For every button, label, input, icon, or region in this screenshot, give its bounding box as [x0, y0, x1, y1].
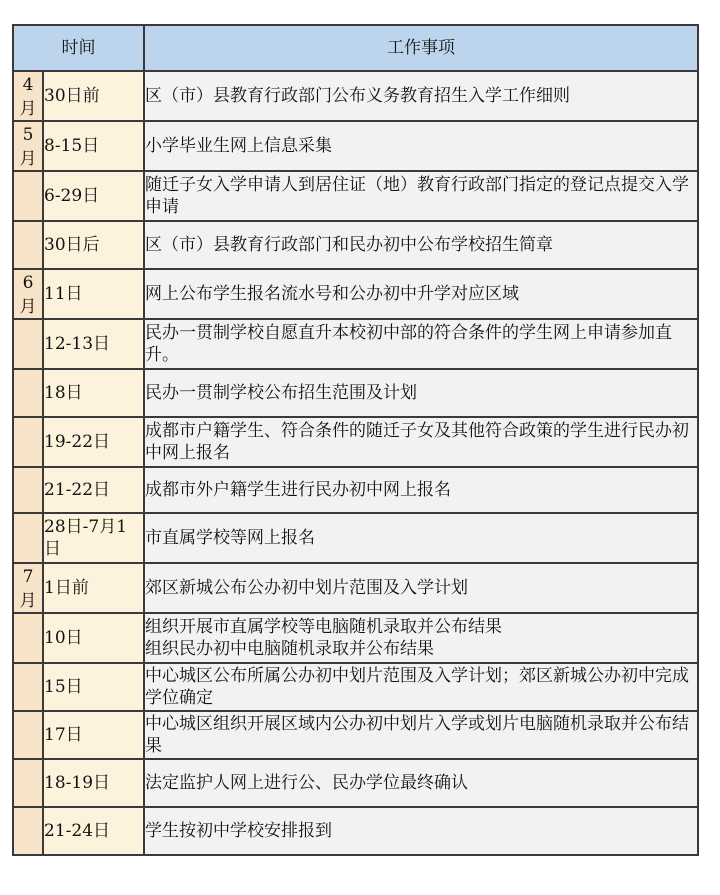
task-text: 区（市）县教育行政部门和民办初中公布学校招生简章: [145, 235, 553, 255]
task-text: 学生按初中学校安排报到: [145, 821, 332, 841]
date-cell: 19-22日: [44, 418, 145, 468]
month-cell: [14, 418, 44, 468]
month-cell: [14, 760, 44, 808]
month-cell: [14, 370, 44, 418]
date-cell: 30日后: [44, 222, 145, 270]
table-row: [14, 468, 699, 514]
task-text: 民办一贯制学校自愿直升本校初中部的符合条件的学生网上申请参加直升。: [145, 323, 672, 365]
task-text: 随迁子女入学申请人到居住证（地）教育行政部门指定的登记点提交入学申请: [145, 175, 689, 217]
date-cell: 1日前: [44, 564, 145, 614]
date-cell: 21-22日: [44, 468, 145, 514]
task-text: 区（市）县教育行政部门公布义务教育招生入学工作细则: [145, 86, 570, 106]
schedule-body: [14, 72, 699, 856]
table-row: [14, 664, 699, 712]
month-label: 4: [22, 75, 34, 95]
table-row: [14, 122, 699, 172]
month-label: 6: [22, 273, 34, 293]
month-cell: [14, 72, 44, 122]
task-cell: [145, 468, 699, 514]
task-text: 民办一贯制学校公布招生范围及计划: [145, 383, 417, 403]
task-cell: [145, 514, 699, 564]
month-cell: [14, 222, 44, 270]
month-cell: [14, 270, 44, 320]
table-row: [14, 172, 699, 222]
month-label: 5: [22, 125, 34, 145]
date-cell: 28日-7月1日: [44, 514, 145, 564]
task-cell: [145, 712, 699, 760]
month-cell: [14, 320, 44, 370]
table-row: [14, 418, 699, 468]
date-cell: 11日: [44, 270, 145, 320]
table-row: [14, 72, 699, 122]
task-text: 网上公布学生报名流水号和公办初中升学对应区域: [145, 284, 519, 304]
task-cell: [145, 418, 699, 468]
date-cell: 8-15日: [44, 122, 145, 172]
table-row: [14, 712, 699, 760]
task-cell: [145, 122, 699, 172]
month-cell: [14, 664, 44, 712]
task-text: 中心城区组织开展区域内公办初中划片入学或划片电脑随机录取并公布结果: [145, 714, 689, 756]
task-cell: [145, 614, 699, 664]
month-cell: [14, 172, 44, 222]
table-row: [14, 614, 699, 664]
task-cell: [145, 172, 699, 222]
date-cell: 10日: [44, 614, 145, 664]
task-cell: [145, 664, 699, 712]
time-column-header: 时间: [14, 26, 145, 72]
table-row: [14, 514, 699, 564]
date-cell: 18-19日: [44, 760, 145, 808]
task-text: 法定监护人网上进行公、民办学位最终确认: [145, 773, 468, 793]
task-column-header: 工作事项: [145, 26, 699, 72]
date-cell: 15日: [44, 664, 145, 712]
month-cell: [14, 808, 44, 856]
task-text: 市直属学校等网上报名: [145, 528, 315, 548]
month-cell: [14, 468, 44, 514]
month-cell: [14, 122, 44, 172]
month-label: 月: [19, 149, 37, 169]
table-row: [14, 564, 699, 614]
month-cell: [14, 614, 44, 664]
date-cell: 30日前: [44, 72, 145, 122]
date-cell: 21-24日: [44, 808, 145, 856]
table-row: [14, 222, 699, 270]
task-text: 中心城区公布所属公办初中划片范围及入学计划；郊区新城公办初中完成学位确定: [145, 666, 689, 708]
table-row: [14, 320, 699, 370]
task-cell: [145, 320, 699, 370]
schedule-table-wrapper: [12, 24, 697, 856]
date-cell: 18日: [44, 370, 145, 418]
admission-schedule-table: [12, 24, 699, 856]
month-label: 月: [19, 297, 37, 317]
task-text: 成都市户籍学生、符合条件的随迁子女及其他符合政策的学生进行民办初中网上报名: [145, 421, 689, 463]
task-text: 成都市外户籍学生进行民办初中网上报名: [145, 480, 451, 500]
month-label: 月: [19, 99, 37, 119]
date-cell: 6-29日: [44, 172, 145, 222]
table-header-row: [14, 26, 699, 72]
month-label: 月: [19, 591, 37, 611]
date-cell: 17日: [44, 712, 145, 760]
date-cell: 12-13日: [44, 320, 145, 370]
task-cell: [145, 808, 699, 856]
task-cell: [145, 72, 699, 122]
table-row: [14, 808, 699, 856]
month-label: 7: [22, 567, 34, 587]
month-cell: [14, 712, 44, 760]
table-row: [14, 370, 699, 418]
task-cell: [145, 760, 699, 808]
task-text: 组织开展市直属学校等电脑随机录取并公布结果: [145, 617, 502, 637]
task-text: 郊区新城公布公办初中划片范围及入学计划: [145, 578, 468, 598]
task-text: 组织民办初中电脑随机录取并公布结果: [145, 639, 434, 659]
table-row: [14, 760, 699, 808]
month-cell: [14, 514, 44, 564]
table-row: [14, 270, 699, 320]
month-cell: [14, 564, 44, 614]
task-cell: [145, 270, 699, 320]
task-cell: [145, 222, 699, 270]
task-text: 小学毕业生网上信息采集: [145, 136, 332, 156]
task-cell: [145, 370, 699, 418]
task-cell: [145, 564, 699, 614]
